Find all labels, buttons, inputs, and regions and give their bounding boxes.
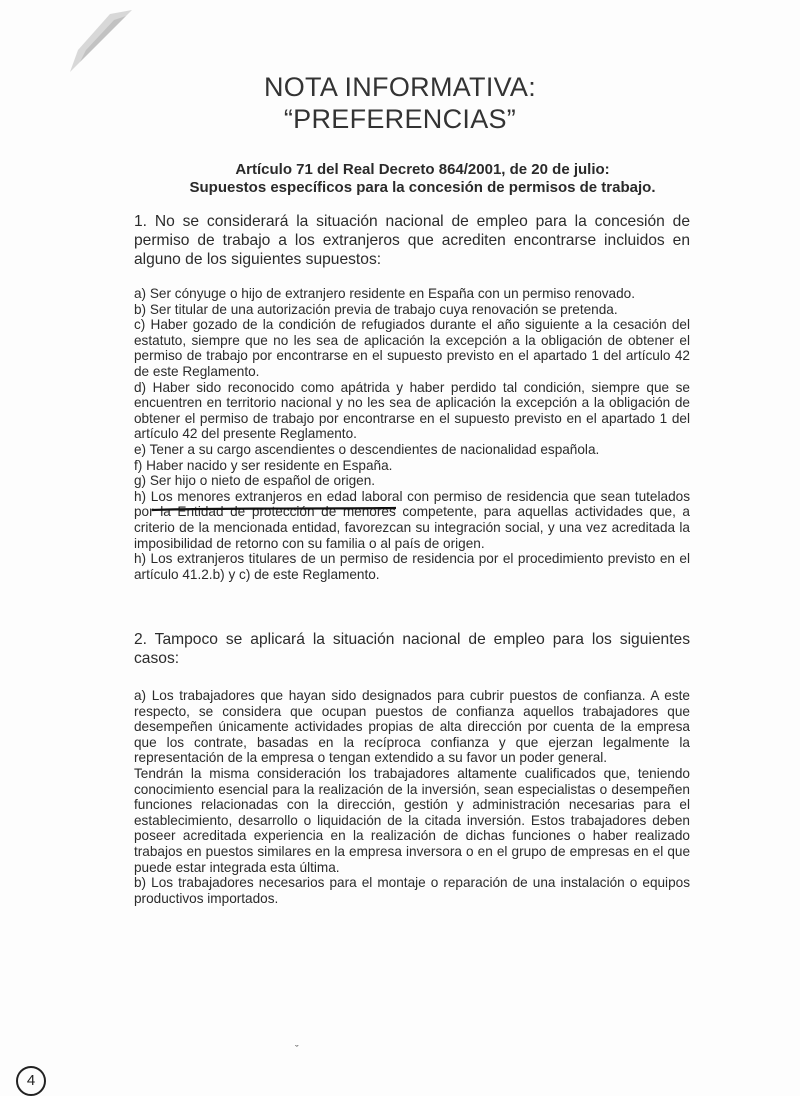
document-title-line2: “PREFERENCIAS” — [283, 104, 517, 134]
document-subtitle-line1: Artículo 71 del Real Decreto 864/2001, de 20 de julio: — [235, 161, 610, 178]
section2-intro: 2. Tampoco se aplicará la situación nacional de empleo para los siguientes casos: — [134, 631, 690, 667]
document-subtitle-line2: Supuestos específicos para la concesión de permisos de trabajo. — [189, 179, 656, 196]
section1-item: c) Haber gozado de la condición de refugiados durante el año siguiente a la cesación del estatuto, siempre que no les sea de aplicación la excepción a la obligación de obtener el permiso de trabajo por encontrarse en el supuesto previsto en el apartado 1 del artículo 42 de este Reglamento. — [134, 317, 690, 379]
scan-corner-shadow — [70, 10, 132, 72]
section1-item: b) Ser titular de una autorización previa de trabajo cuya renovación se pretenda. — [134, 301, 618, 317]
scan-speck: ˇ — [295, 1044, 299, 1056]
section1-item: f) Haber nacido y ser residente en España. — [134, 457, 393, 473]
section2-items — [134, 688, 690, 906]
section2-item: Tendrán la misma consideración los trabajadores altamente cualificados que, teniendo conocimiento esencial para la realización de la inversión, sean especialistas o desempeñen funciones relacionadas con la dirección, gestión y administración necesarias para el establecimiento, desarrollo o liquidación de la citada inversión. Estos trabajadores deben poseer acreditada experiencia en la realización de dichas funciones o haber realizado trabajos en puestos similares en la empresa inversora o en el grupo de empresas en el que puede estar integrada esta última. — [134, 765, 690, 875]
section2-item: b) Los trabajadores necesarios para el montaje o reparación de una instalación o equipos productivos importados. — [134, 875, 690, 906]
section1-item: a) Ser cónyuge o hijo de extranjero residente en España con un permiso renovado. — [134, 286, 636, 301]
section1-items — [134, 286, 690, 582]
section1-intro: 1. No se considerará la situación nacional de empleo para la concesión de permiso de trabajo a los extranjeros que acrediten encontrarse incluidos en alguno de los siguientes supuestos: — [134, 213, 690, 268]
section1-item: h) Los extranjeros titulares de un permiso de residencia por el procedimiento previsto en el artículo 41.2.b) y c) de este Reglamento. — [134, 551, 690, 582]
handwritten-page-number: 4 — [16, 1066, 46, 1096]
section1-item: h) Los menores extranjeros en edad laboral con permiso de residencia que sean tutelados por la Entidad de protección de menores competente, para aquellas actividades que, a criterio de la mencionada entidad, favorezcan su integración social, y una vez acreditada la imposibilidad de retorno con su familia o al país de origen. — [134, 488, 690, 551]
section1-item-highlighted: g) Ser hijo o nieto de español de origen. — [134, 473, 376, 489]
handwritten-underline — [150, 505, 398, 513]
section1-item: e) Tener a su cargo ascendientes o descendientes de nacionalidad española. — [134, 441, 600, 457]
section2-item: a) Los trabajadores que hayan sido designados para cubrir puestos de confianza. A este respecto, se considera que ocupan puestos de confianza aquellos trabajadores que desempeñen únicamente actividades propias de alta dirección por cuenta de la empresa que los contrate, basadas en la recíproca confianza y que ejerzan legalmente la representación de la empresa o tengan extendido a su favor un poder general. — [134, 688, 690, 766]
section1-item: d) Haber sido reconocido como apátrida y haber perdido tal condición, siempre que se encuentren en territorio nacional y no les sea de aplicación la excepción a la obligación de obtener el permiso de trabajo por encontrarse en el supuesto previsto en el apartado 1 del artículo 42 del presente Reglamento. — [134, 379, 690, 442]
document-title-line1: NOTA INFORMATIVA: — [263, 72, 537, 102]
